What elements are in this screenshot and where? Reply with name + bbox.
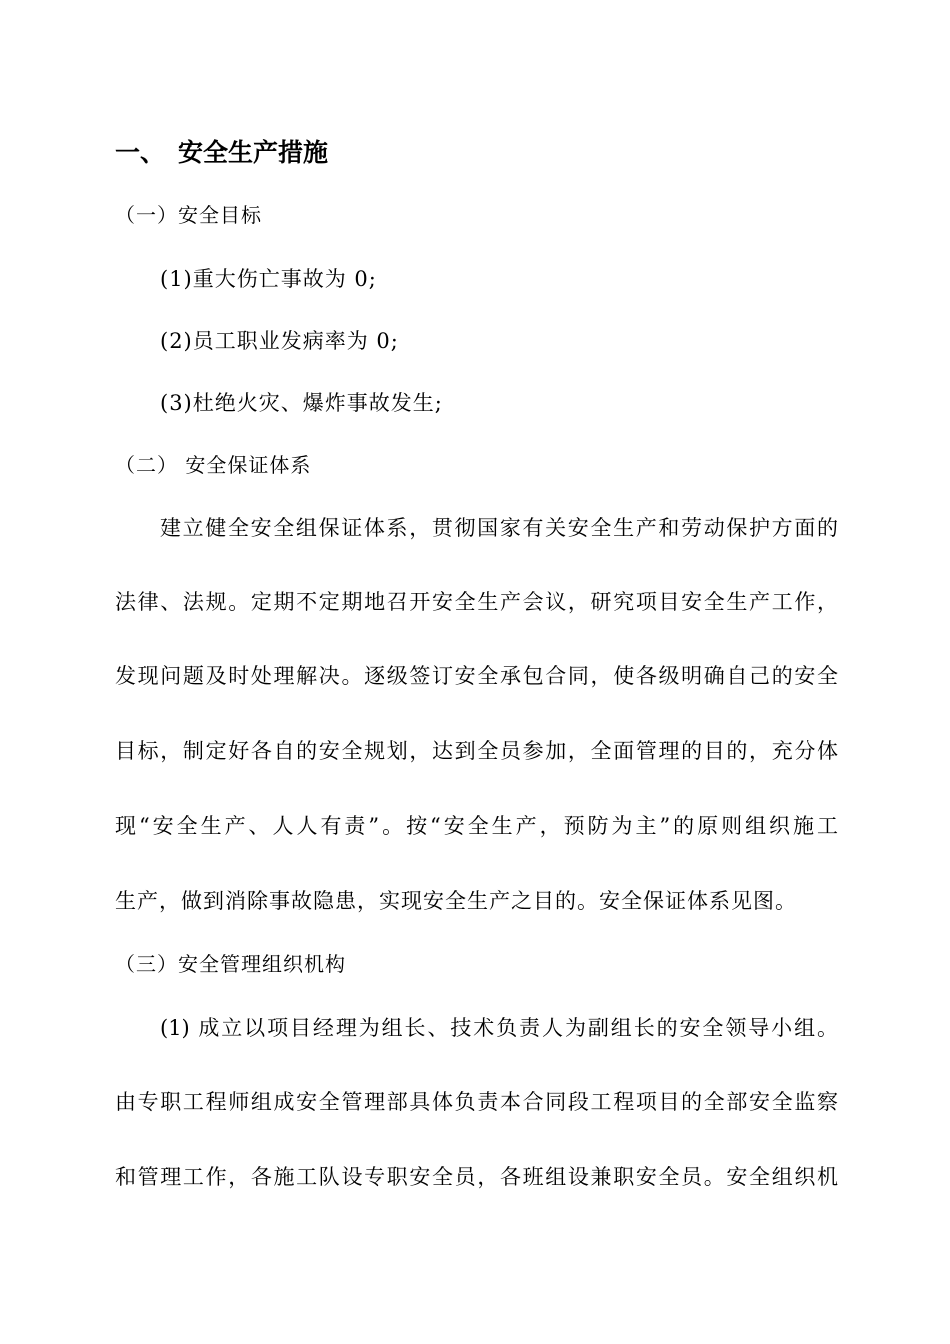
paragraph-line: 由专职工程师组成安全管理部具体负责本合同段工程项目的全部安全监察 [115,1090,838,1114]
section-number: 一、 [115,138,166,167]
paragraph-line: 现“安全生产、人人有责”。按“安全生产，预防为主”的原则组织施工 [115,814,838,838]
section-title [115,135,328,171]
section-title-text: 安全生产措施 [178,138,329,167]
subsection-heading-safety-goals: （一）安全目标 [115,203,262,227]
goal-item: (3)杜绝火灾、爆炸事故发生; [160,391,443,415]
subsection-heading-safety-organization: （三）安全管理组织机构 [115,952,346,976]
paragraph-line: (1) 成立以项目经理为组长、技术负责人为副组长的安全领导小组。 [160,1016,838,1040]
paragraph-line: 生产，做到消除事故隐患，实现安全生产之目的。安全保证体系见图。 [115,889,797,913]
goal-item: (2)员工职业发病率为 0; [160,329,399,353]
paragraph-line: 建立健全安全组保证体系，贯彻国家有关安全生产和劳动保护方面的 [160,516,838,540]
subsection-heading-safety-system: （二） 安全保证体系 [115,453,312,477]
paragraph-line: 发现问题及时处理解决。逐级签订安全承包合同，使各级明确自己的安全 [115,664,838,688]
goal-item: (1)重大伤亡事故为 0; [160,267,377,291]
paragraph-line: 法律、法规。定期不定期地召开安全生产会议，研究项目安全生产工作， [115,590,838,614]
paragraph-line: 目标，制定好各自的安全规划，达到全员参加，全面管理的目的，充分体 [115,739,838,763]
paragraph-line: 和管理工作，各施工队设专职安全员，各班组设兼职安全员。安全组织机 [115,1165,838,1189]
